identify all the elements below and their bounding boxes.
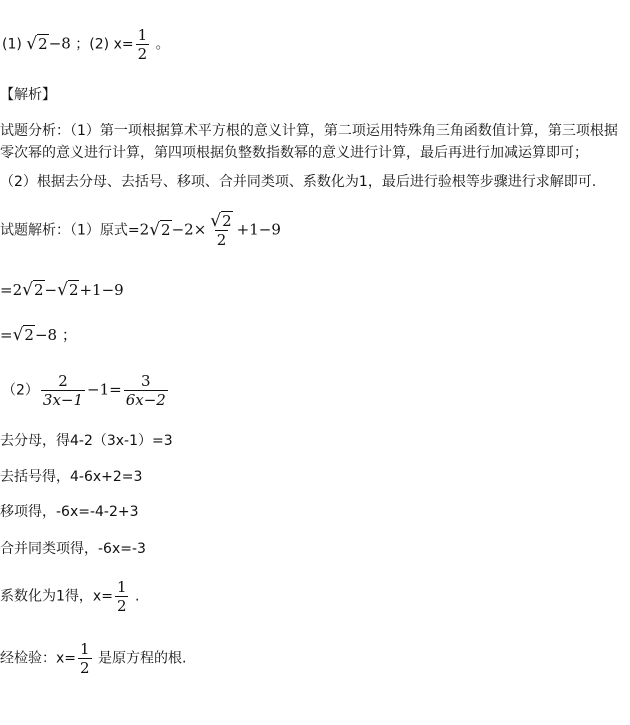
s2-sqrt-2: √2 — [57, 280, 79, 300]
s2-minus: − — [44, 281, 58, 299]
check-text: 经检验：x= — [0, 650, 77, 667]
s1-fraction: $\frac{√2}{2}$ — [210, 211, 232, 249]
solution-intro: 试题解析：（1）原式= — [0, 222, 140, 239]
check-end: 是原方程的根. — [98, 650, 187, 667]
part2-mid: −1= — [87, 380, 122, 399]
s1-sqrt: √2 — [149, 219, 171, 240]
s3-rest: −8 — [34, 326, 58, 344]
answer-part1-rest: −8 — [48, 34, 71, 53]
s3-eq: = — [0, 326, 13, 344]
solution-step3-line — [0, 324, 77, 345]
answer-line — [2, 26, 170, 63]
part2-label: （2） — [2, 382, 39, 399]
s1-minus: −2× — [171, 220, 207, 239]
solution-step1-line — [0, 212, 281, 249]
analysis-paragraph-2: （2）根据去分母、去括号、移项、合并同类项、系数化为1，最后进行验根等步骤进行求解即可. — [0, 174, 597, 190]
answer-part2-fraction: $\frac{1}{2}$ — [137, 26, 148, 63]
step5-fraction: $\frac{1}{2}$ — [116, 578, 127, 615]
part2-left-fraction: $\frac{2}{3x-1}$ — [42, 372, 84, 409]
step-coefficient-to-one — [0, 578, 139, 615]
s3-sqrt: √2 — [12, 325, 34, 345]
step-remove-denominator: 去分母，得4-2（3x-1）=3 — [0, 433, 173, 449]
answer-separator: ； — [75, 36, 90, 53]
step-transpose: 移项得，-6x=-4-2+3 — [0, 504, 139, 520]
answer-part2-var: x= — [113, 36, 134, 53]
step5-end: . — [134, 588, 140, 605]
s1-coef: 2 — [139, 220, 150, 239]
s2-tail: +1−9 — [79, 281, 124, 299]
check-line — [0, 640, 186, 677]
solution-step2-line — [0, 280, 124, 300]
part2-equation-line — [2, 372, 170, 409]
answer-part1-label: (1) — [2, 36, 22, 53]
part2-right-fraction: $\frac{3}{6x-2}$ — [125, 372, 166, 409]
analysis-paragraph-1: 试题分析：（1）第一项根据算术平方根的意义计算，第二项运用特殊角三角函数值计算，第三项根据零次幂的意义进行计算，第四项根据负整数指数幂的意义进行计算，最后再进行加减运算即可； — [0, 123, 618, 161]
answer-part1-sqrt: √2 — [26, 33, 48, 54]
step5-text: 系数化为1得，x= — [0, 588, 113, 605]
step-remove-brackets: 去括号得，4-6x+2=3 — [0, 469, 143, 485]
s1-tail: +1−9 — [236, 220, 281, 239]
s2-eq: = — [0, 281, 13, 299]
s2-coef: 2 — [12, 281, 23, 299]
check-fraction: $\frac{1}{2}$ — [80, 640, 90, 677]
s2-sqrt-1: √2 — [22, 280, 44, 300]
answer-part2-label: (2) — [89, 36, 110, 53]
section-heading: 【解析】 — [0, 87, 56, 103]
step-combine-like-terms: 合并同类项得，-6x=-3 — [0, 541, 146, 557]
s3-end: ； — [61, 326, 77, 344]
answer-part2-end: 。 — [155, 36, 170, 53]
